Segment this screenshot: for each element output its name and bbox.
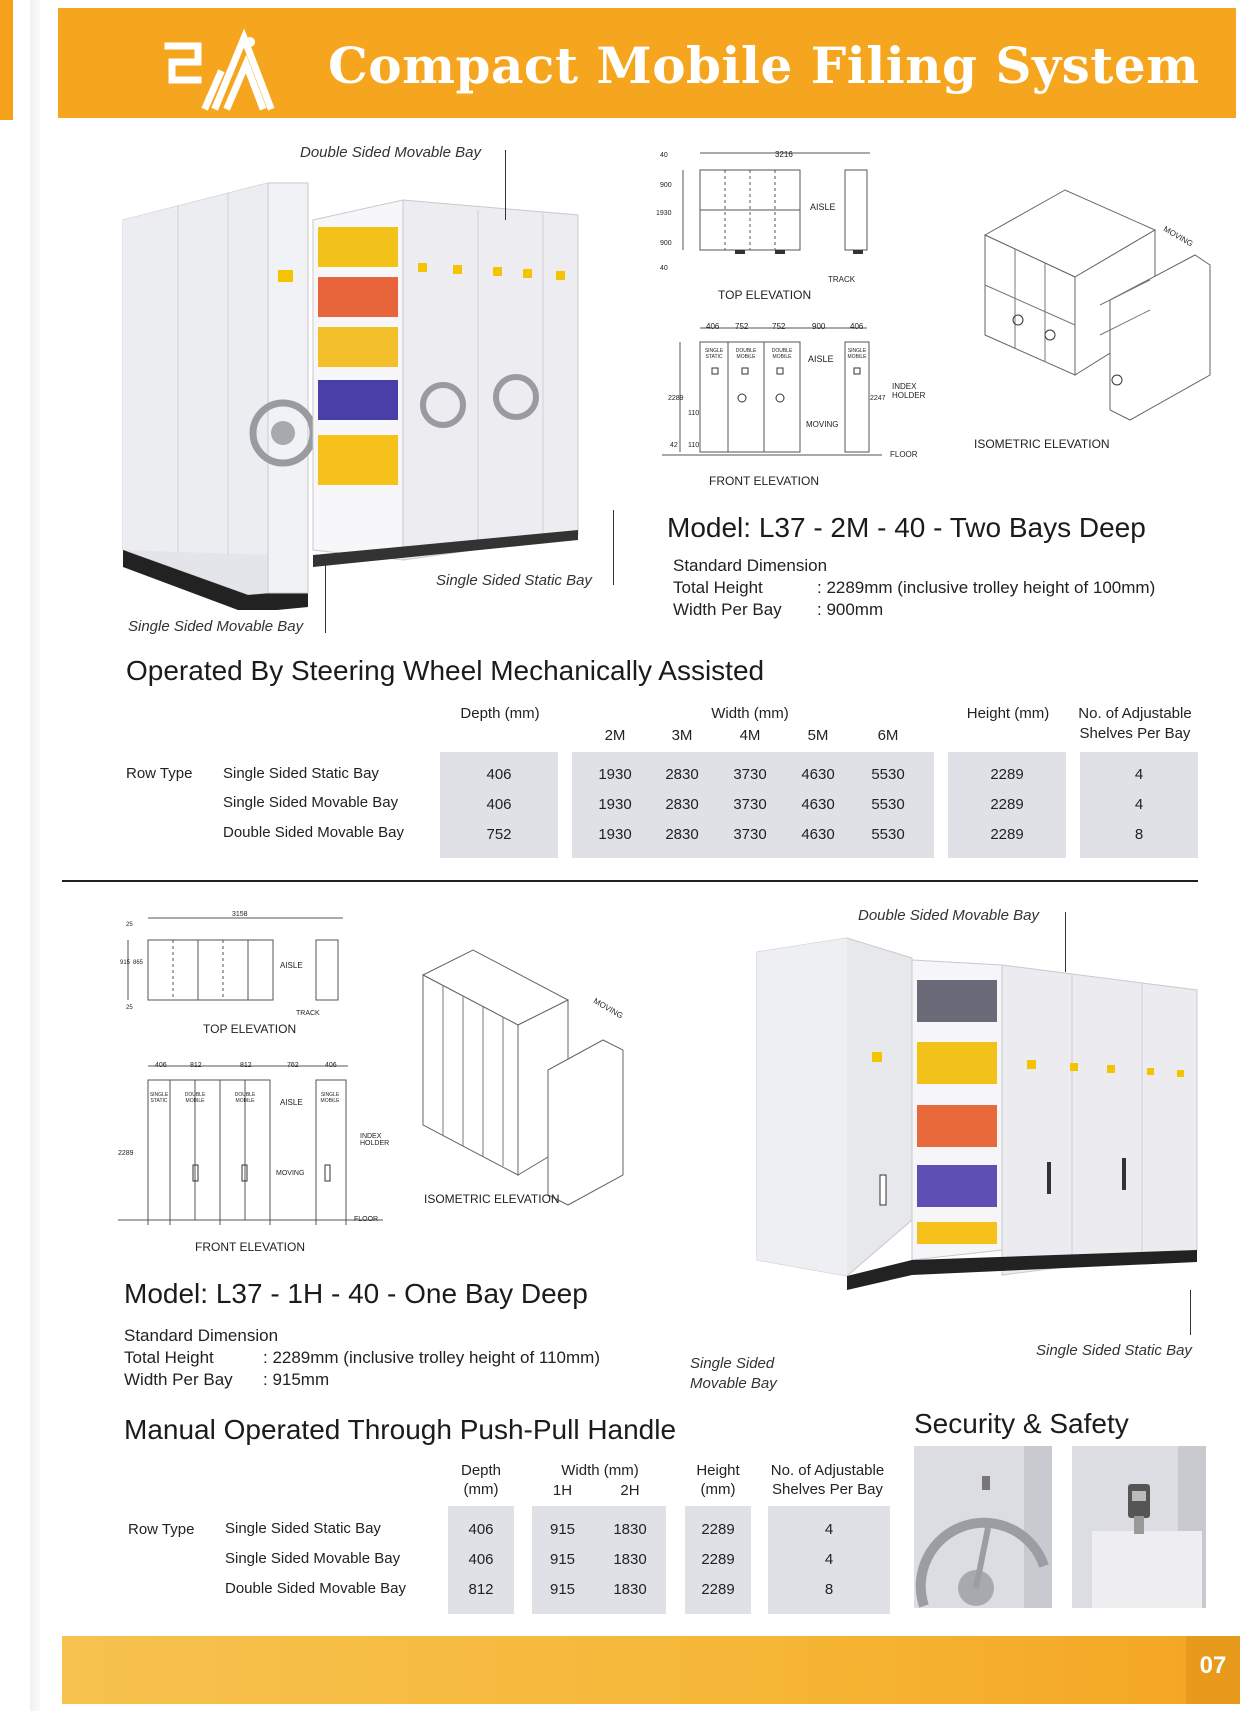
isometric-drawing-2	[418, 945, 648, 1210]
table2-cell-shelves: 4	[824, 1521, 834, 1538]
page-header	[58, 8, 1236, 118]
table2-cell-width: 1830	[613, 1551, 647, 1568]
table1-cell-width: 3730	[733, 796, 767, 813]
top-elevation-dim: 900	[660, 240, 672, 247]
front-elevation-drawing-2	[118, 1060, 383, 1225]
table2-width-subheader: 1H	[552, 1482, 573, 1499]
isometric-elevation-label: ISOMETRIC ELEVATION	[974, 437, 1110, 451]
section-title-push-pull: Manual Operated Through Push-Pull Handle	[124, 1414, 677, 1445]
front-elevation-index-holder-label: INDEX HOLDER	[360, 1133, 390, 1147]
photo2-leader-line	[1065, 912, 1066, 972]
top-elevation-dim: 40	[660, 265, 668, 272]
top-elevation-track-label: TRACK	[828, 275, 856, 284]
table2-cell-shelves: 8	[824, 1581, 834, 1598]
top-elevation-label: TOP ELEVATION	[718, 288, 812, 302]
front-elevation-top-dim: 812	[190, 1062, 202, 1069]
front-elevation-bay-label: SINGLE STATIC	[149, 1092, 169, 1104]
table1-cell-width: 1930	[598, 826, 632, 843]
table2-width-header: Width (mm)	[561, 1462, 639, 1479]
front-elevation-aisle-label: AISLE	[808, 354, 834, 364]
photo2-caption-single-sided-movable: Movable Bay	[690, 1375, 777, 1392]
photo1-leader-line	[505, 150, 506, 220]
table2-cell-width: 1830	[613, 1521, 647, 1538]
table2-cell-width: 915	[549, 1521, 576, 1538]
section-divider	[62, 880, 1198, 882]
front-elevation-floor-label: FLOOR	[354, 1216, 379, 1223]
table1-shelves-header: No. of Adjustable	[1078, 705, 1192, 722]
front-elevation-bay-label: SINGLE MOBILE	[320, 1092, 340, 1104]
front-elevation-side-dim: 110	[688, 442, 700, 449]
front-elevation-side-dim: 2289	[118, 1150, 134, 1157]
photo2-leader-line	[1190, 1290, 1191, 1335]
front-elevation-index-holder-label: INDEX HOLDER	[892, 382, 926, 400]
table1-cell-width: 2830	[665, 766, 699, 783]
front-elevation-right-dim: 2247	[870, 395, 886, 402]
photo1-caption-single-sided-static: Single Sided Static Bay	[436, 572, 592, 589]
top-elevation-drawing-2	[118, 910, 348, 1020]
table1-cell-width: 3730	[733, 826, 767, 843]
photo1-caption-single-sided-movable: Single Sided Movable Bay	[128, 618, 304, 635]
photo1-leader-line	[613, 510, 614, 585]
table2-cell-width: 915	[549, 1581, 576, 1598]
table1-cell-height: 2289	[990, 796, 1024, 813]
total-height-value-2: : 2289mm (inclusive trolley height of 110mm)	[263, 1348, 600, 1367]
front-elevation-label: FRONT ELEVATION	[709, 474, 820, 488]
top-elevation-dim: 1930	[656, 210, 672, 217]
table1-depth-header: Depth (mm)	[460, 705, 540, 722]
front-elevation-top-dim: 812	[240, 1062, 252, 1069]
top-elevation-aisle-label: AISLE	[280, 961, 303, 970]
front-elevation-top-dim: 762	[287, 1062, 299, 1069]
table2-depth-header: (mm)	[463, 1481, 499, 1498]
table1-cell-width: 3730	[733, 766, 767, 783]
front-elevation-side-dim: 42	[670, 442, 678, 449]
top-elevation-aisle-label: AISLE	[810, 202, 836, 212]
security-safety-title: Security & Safety	[914, 1408, 1129, 1439]
table2-cell-width: 1830	[613, 1581, 647, 1598]
front-elevation-side-dim: 2289	[668, 395, 684, 402]
isometric-moving-label: MOVING	[591, 996, 625, 1021]
front-elevation-top-dim: 406	[325, 1062, 337, 1069]
total-height-label-1: Total Height	[673, 578, 763, 597]
table2-cell-height: 2289	[701, 1581, 735, 1598]
page-title: Compact Mobile Filing System	[328, 36, 1200, 95]
table1-height-header: Height (mm)	[966, 705, 1050, 722]
table2-row-type-label: Row Type	[128, 1521, 195, 1538]
table2-row-name: Single Sided Movable Bay	[225, 1550, 401, 1567]
table1-cell-width: 4630	[801, 826, 835, 843]
top-elevation-dim: 25	[126, 922, 133, 928]
front-elevation-bay-label: DOUBLE MOBILE	[735, 348, 757, 360]
table2-height-header: Height	[696, 1462, 740, 1479]
total-height-label-2: Total Height	[124, 1348, 214, 1367]
company-logo-icon	[158, 28, 298, 112]
top-elevation-dim: 915	[120, 960, 131, 966]
front-elevation-top-dim: 752	[735, 322, 749, 331]
table1-cell-width: 1930	[598, 766, 632, 783]
isometric-moving-label: MOVING	[1161, 224, 1195, 249]
table2-cell-height: 2289	[701, 1551, 735, 1568]
table1-width-header: Width (mm)	[711, 705, 789, 722]
front-elevation-label: FRONT ELEVATION	[195, 1240, 306, 1254]
table1-width-subheader: 3M	[671, 727, 693, 744]
standard-dimension-label-1: Standard Dimension	[673, 556, 828, 575]
table1-cell-width: 1930	[598, 796, 632, 813]
table2-cell-height: 2289	[701, 1521, 735, 1538]
table1-cell-depth: 406	[486, 796, 512, 813]
table1-row-name: Single Sided Static Bay	[223, 765, 379, 782]
security-photo-wheel-lock	[914, 1446, 1052, 1608]
front-elevation-top-dim: 406	[155, 1062, 167, 1069]
table1-width-subheader: 2M	[604, 727, 626, 744]
table1-cell-depth: 752	[486, 826, 512, 843]
standard-dimension-label-2: Standard Dimension	[124, 1326, 279, 1345]
page-binding-strip	[30, 0, 40, 1711]
front-elevation-top-dim: 406	[850, 322, 864, 331]
model-title-2: Model: L37 - 1H - 40 - One Bay Deep	[124, 1278, 588, 1309]
left-edge-tab	[0, 0, 13, 120]
table2-row-name: Single Sided Static Bay	[225, 1520, 381, 1537]
table2-depth-header: Depth	[460, 1462, 502, 1479]
top-elevation-width-dim: 3158	[232, 911, 248, 918]
front-elevation-bay-label: SINGLE MOBILE	[847, 348, 867, 360]
front-elevation-aisle-label: AISLE	[280, 1098, 303, 1107]
isometric-elevation-label: ISOMETRIC ELEVATION	[424, 1192, 560, 1206]
width-per-bay-label-1: Width Per Bay	[673, 600, 782, 619]
security-photo-key-lock	[1072, 1446, 1206, 1608]
table1-row-type-label: Row Type	[126, 765, 193, 782]
table1-row-name: Single Sided Movable Bay	[223, 794, 399, 811]
width-per-bay-label-2: Width Per Bay	[124, 1370, 233, 1389]
table2-width-subheader: 2H	[620, 1482, 640, 1499]
front-elevation-top-dim: 406	[706, 322, 720, 331]
total-height-value-1: : 2289mm (inclusive trolley height of 100mm)	[817, 578, 1156, 597]
front-elevation-drawing-1	[662, 320, 882, 460]
table2-height-header: (mm)	[700, 1481, 736, 1498]
photo2-caption-double-sided-movable: Double Sided Movable Bay	[858, 907, 1039, 924]
top-elevation-width-dim: 3216	[775, 150, 793, 159]
front-elevation-bay-label: DOUBLE MOBILE	[184, 1092, 206, 1104]
front-elevation-moving-label: MOVING	[276, 1170, 305, 1177]
top-elevation-drawing-1	[675, 148, 875, 273]
table1-cell-width: 5530	[871, 766, 905, 783]
top-elevation-dim: 900	[660, 182, 672, 189]
model-title-1: Model: L37 - 2M - 40 - Two Bays Deep	[667, 512, 1146, 543]
front-elevation-top-dim: 900	[812, 322, 826, 331]
table1-cell-width: 4630	[801, 796, 835, 813]
table1-cell-depth: 406	[486, 766, 512, 783]
front-elevation-bay-label: DOUBLE MOBILE	[771, 348, 793, 360]
top-elevation-dim: 865	[133, 960, 144, 966]
photo2-caption-single-sided-static: Single Sided Static Bay	[1036, 1342, 1192, 1359]
table2-shelves-header: No. of Adjustable	[770, 1462, 885, 1479]
table1-cell-shelves: 4	[1134, 766, 1144, 783]
table1-cell-width: 5530	[871, 826, 905, 843]
table1-cell-width: 4630	[801, 766, 835, 783]
front-elevation-floor-label: FLOOR	[890, 450, 918, 459]
photo2-caption-single-sided-movable: Single Sided	[690, 1355, 775, 1372]
width-per-bay-value-1: : 900mm	[817, 600, 884, 619]
table2-cell-shelves: 4	[824, 1551, 834, 1568]
table1-cell-width: 2830	[665, 796, 699, 813]
mobile-filing-photo-1	[118, 175, 633, 610]
top-elevation-label: TOP ELEVATION	[203, 1022, 297, 1036]
table1-width-subheader: 4M	[739, 727, 761, 744]
front-elevation-bay-label: SINGLE STATIC	[704, 348, 724, 360]
table1-cell-height: 2289	[990, 766, 1024, 783]
front-elevation-moving-label: MOVING	[806, 420, 839, 429]
front-elevation-bay-label: DOUBLE MOBILE	[234, 1092, 256, 1104]
width-per-bay-value-2: : 915mm	[263, 1370, 330, 1389]
table2-shelves-header: Shelves Per Bay	[772, 1481, 883, 1498]
table1-width-subheader: 5M	[807, 727, 829, 744]
photo1-caption-double-sided-movable: Double Sided Movable Bay	[300, 144, 481, 161]
front-elevation-top-dim: 752	[772, 322, 786, 331]
table1-cell-shelves: 8	[1134, 826, 1144, 843]
front-elevation-side-dim: 110	[688, 410, 700, 417]
page-footer-bar	[62, 1636, 1238, 1704]
table2-cell-depth: 406	[468, 1551, 494, 1568]
top-elevation-track-label: TRACK	[296, 1010, 320, 1017]
table1-width-subheader: 6M	[877, 727, 899, 744]
photo1-leader-line	[325, 555, 326, 633]
top-elevation-dim: 40	[660, 152, 668, 159]
table2-cell-depth: 812	[468, 1581, 494, 1598]
mobile-filing-photo-2	[752, 930, 1202, 1320]
table1-cell-shelves: 4	[1134, 796, 1144, 813]
table1-shelves-header: Shelves Per Bay	[1079, 725, 1191, 742]
table2-cell-depth: 406	[468, 1521, 494, 1538]
table2-row-name: Double Sided Movable Bay	[225, 1580, 406, 1597]
table1-cell-width: 5530	[871, 796, 905, 813]
table1-cell-width: 2830	[665, 826, 699, 843]
table1-cell-height: 2289	[990, 826, 1024, 843]
top-elevation-dim: 25	[126, 1005, 133, 1011]
isometric-drawing-1	[980, 185, 1220, 430]
table2-cell-width: 915	[549, 1551, 576, 1568]
table1-row-name: Double Sided Movable Bay	[223, 824, 404, 841]
section-title-steering-wheel: Operated By Steering Wheel Mechanically Assisted	[126, 655, 765, 686]
page-number: 07	[1199, 1652, 1227, 1679]
